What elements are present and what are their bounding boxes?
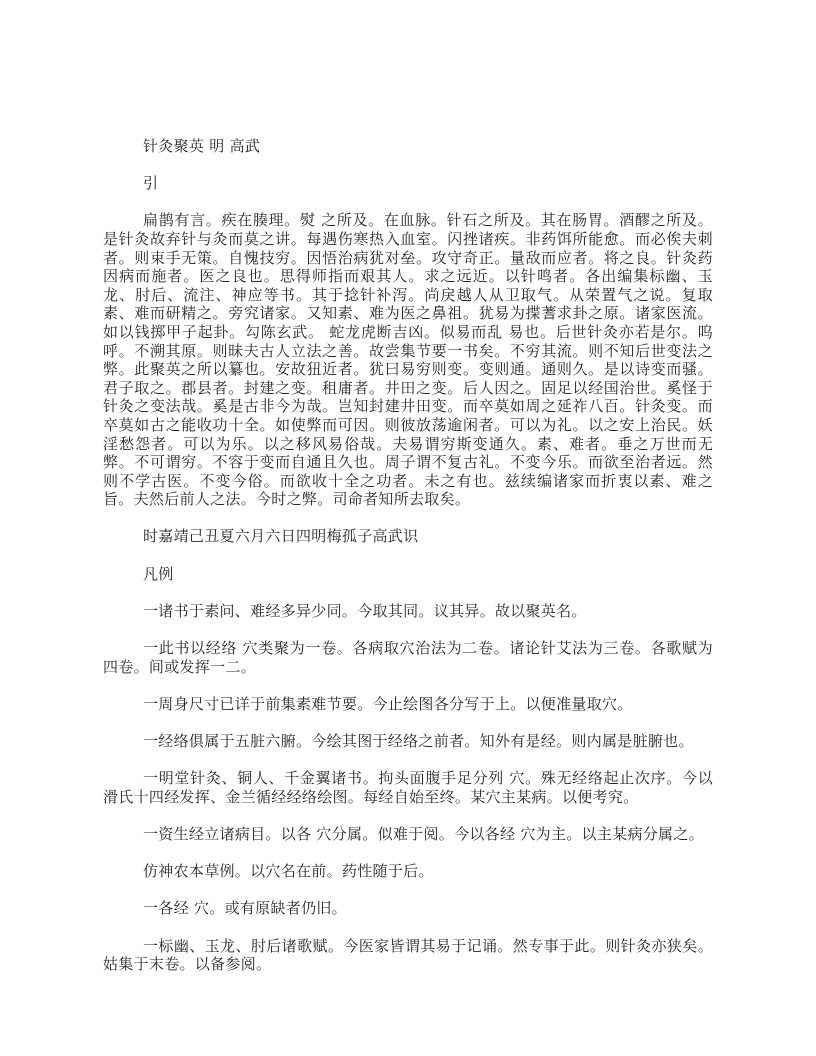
book-title: 针灸聚英 明 高武	[143, 137, 261, 155]
preface-paragraph: 扁鹊有言。疾在腠理。熨 之所及。在血脉。针石之所及。其在肠胃。酒醪之所及。是针灸故弃针与灸而莫之讲。每遇伤寒热入血室。闪挫诸疾。非药饵所能愈。而必俟夫刺者。则束手无策。自愧技穷。因悟治病犹对垒。攻守奇正。量敌而应者。将之良。针灸药因病而施者。医之良也。思得师指而艰其人。求之远近。以针鸣者。各出编集标幽、玉龙、肘后、流注、神应等书。其于捻针补泻。尚戾越人从卫取气。从荣置气之说。复取素、难而研精之。旁究诸家。又知素、难为医之鼻祖。犹易为揲蓍求卦之原。诸家医流。如以钱掷甲子起卦。勾陈玄武。 蛇龙虎断吉凶。似易而乱 易也。后世针灸亦若是尔。呜呼。不溯其原。则昧夫古人立法之善。故尝集节要一书矣。不穷其流。则不知后世变法之弊。此聚英之所以纂也。安故狃近者。犹曰易穷则变。变则通。通则久。是以诗变而骚。君子取之。郡县者。封建之变。租庸者。井田之变。后人因之。固足以经国治世。奚怪于针灸之变法哉。奚是古非今为哉。岂知封建井田变。而卒莫如周之延祚八百。针灸变。而卒莫如古之能收功十全。如使弊而可因。则彼放荡逾闲者。可以为礼。以之安上治民。妖淫愁怨者。可以为乐。以之移风易俗哉。夫易谓穷斯变通久。素、难者。垂之万世而无弊。不可谓穷。不容于变而自通且久也。周子谓不复古礼。不变今乐。而欲至治者远。然则不学古医。不变今俗。而欲收十全之功者。未之有也。兹续编诸家而折衷以素、难之旨。夫然后前人之法。今时之弊。司命者知所去取矣。	[103, 211, 713, 509]
fanli-item-6: 一资生经立诸病目。以各 穴分属。似难于阅。今以各经 穴为主。以主某病分属之。	[143, 824, 704, 843]
fanli-item-9: 一标幽、玉龙、肘后诸歌赋。今医家皆谓其易于记诵。然专事于此。则针灸亦狭矣。姑集于末卷。以备参阅。	[103, 936, 713, 974]
fanli-item-3: 一周身尺寸已详于前集素难节要。今止绘图各分写于上。以便准量取穴。	[143, 694, 633, 713]
fanli-item-2: 一此书以经络 穴类聚为一卷。各病取穴治法为二卷。诸论针艾法为三卷。各歌赋为四卷。间或发挥一二。	[103, 639, 713, 676]
fanli-item-7: 仿神农本草例。以穴名在前。药性随于后。	[143, 862, 434, 881]
fanli-heading: 凡例	[143, 564, 174, 583]
preface-heading: 引	[143, 174, 159, 193]
fanli-item-4: 一经络俱属于五脏六腑。今绘其图于经络之前者。知外有是经。则内属是脏腑也。	[143, 732, 694, 750]
fanli-item-1: 一诸书于素问、难经多异少同。今取其同。议其异。故以聚英名。	[143, 601, 587, 620]
fanli-item-8: 一各经 穴。或有原缺者仍旧。	[143, 899, 347, 918]
colophon-line: 时嘉靖己丑夏六月六日四明梅孤子高武识	[143, 527, 419, 546]
fanli-item-5: 一明堂针灸、铜人、千金翼诸书。拘头面腹手足分列 穴。殊无经络起止次序。今以滑氏十四经发挥、金兰循经经络绘图。每经自始至终。某穴主某病。以便考究。	[103, 769, 713, 806]
